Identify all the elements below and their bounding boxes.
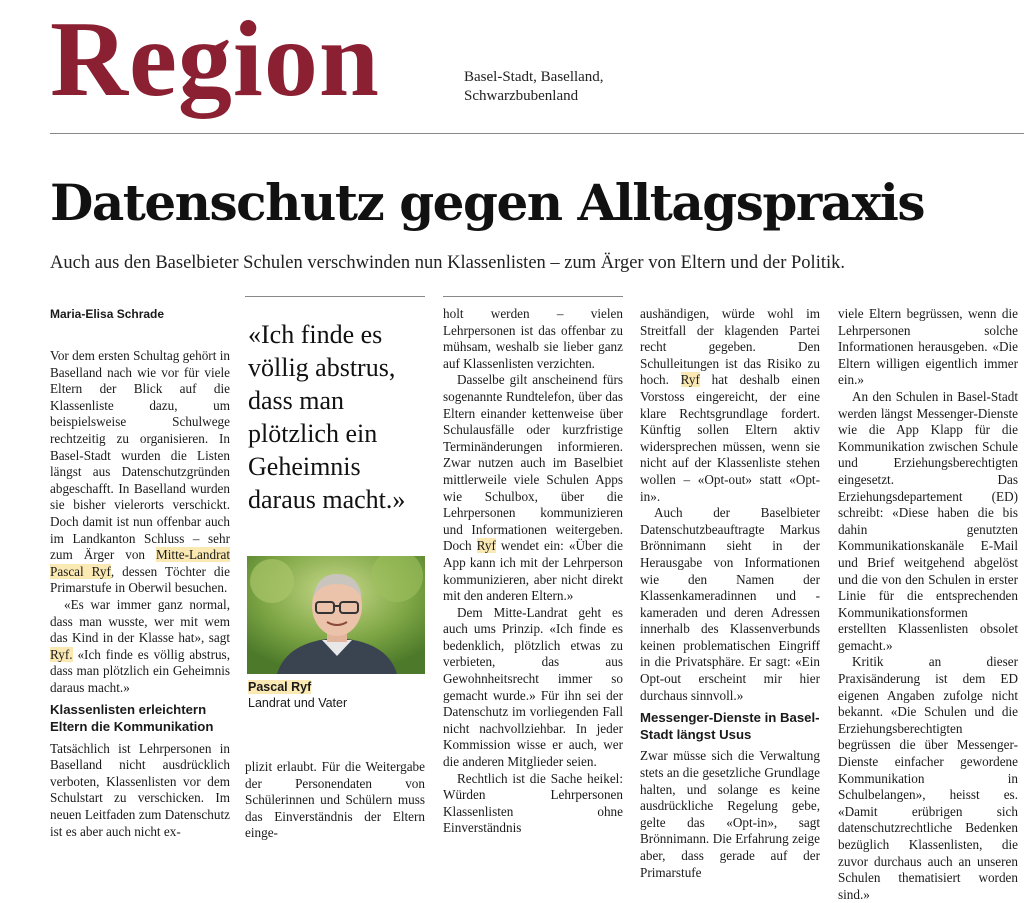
paragraph: Rechtlich ist die Sache heikel: Würden Lehrpersonen Klassenlisten ohne Einverständnis bbox=[443, 770, 623, 836]
paragraph: «Es war immer ganz normal, dass man wusste, wer mit wem das Kind in der Klasse hat», sagt Ryf. «Ich finde es völlig abstrus, dass man plötzlich ein Geheimnis daraus macht.» bbox=[50, 596, 230, 695]
paragraph: Tatsächlich ist Lehrpersonen in Baselland nicht ausdrücklich verboten, Klassenlisten vor dem Schulstart zu verschicken. Im neuen Leitfaden zum Datenschutz ist es aber auch nicht ex- bbox=[50, 740, 230, 839]
paragraph: Kritik an dieser Praxisänderung ist dem ED eigenen Angaben zufolge nicht bekannt. «Die Schulen und die Erziehungsberechtigten begrüssen die über Messenger-Dienste einfacher gewordene Kommunikation in Schulbelangen», heisst es. «Damit erübrigen sich datenschutzrechtliche Bedenken bezüglich Klassenlisten, die zuvor durchaus auch an unseren Schulen thematisiert worden sind.» bbox=[838, 654, 1018, 902]
paragraph: Auch der Baselbieter Datenschutzbeauftragte Markus Brönnimann sieht in der Herausgabe von Informationen wie den Namen der Klassenkameradinnen und -kameraden und deren Adressen innerhalb des Klassenverbunds keinen problematischen Eingriff in die Privatsphäre. Er sagt: «Ein Opt-out erscheint mir hier durchaus sinnvoll.» bbox=[640, 505, 820, 703]
article-column-4 bbox=[640, 306, 820, 881]
portrait-illustration bbox=[247, 556, 425, 674]
highlight: Mitte-Landrat Pascal Ryf bbox=[50, 547, 230, 579]
section-title: Region bbox=[50, 0, 380, 119]
photo-caption-name: Pascal Ryf bbox=[248, 680, 312, 694]
article-column-2 bbox=[245, 759, 425, 842]
highlight: Ryf. bbox=[50, 646, 73, 662]
article-column-3 bbox=[443, 306, 623, 837]
column-rule bbox=[245, 296, 425, 297]
paragraph: plizit erlaubt. Für die Weitergabe der Personendaten von Schülerinnen und Schülern muss das Einverständnis der Eltern einge- bbox=[245, 759, 425, 841]
article-column-1 bbox=[50, 306, 230, 840]
highlight: Ryf bbox=[476, 538, 496, 554]
article-headline: Datenschutz gegen Alltagspraxis bbox=[50, 173, 925, 232]
paragraph: Dasselbe gilt anscheinend fürs sogenannte Rundtelefon, über das Eltern einander kettenweise über Schulausfälle oder kurzfristige Terminänderungen informieren. Zwar nutzen auch im Baselbiet mittlerweile viele Schulen Apps wie Schulbox, über die Lehrpersonen kommunizieren und Informationen weitergeben. Doch Ryf wendet ein: «Über die App kann ich mit der Lehrperson kommunizieren, aber nicht direkt mit den anderen Eltern.» bbox=[443, 372, 623, 604]
photo-caption-role: Landrat und Vater bbox=[248, 696, 348, 710]
paragraph: Vor dem ersten Schultag gehört in Baselland nach wie vor für viele Eltern der Blick auf die Klassenliste dazu, um beispielsweise Schulwege rechtzeitig zu organisieren. In Basel-Stadt wurden die Listen längst aus Datenschutzgründen abgeschafft. In Baselland wurden sie bisher vielerorts verschickt. Doch damit ist nun offenbar auch im Landkanton Schluss – sehr zum Ärger von Mitte-Landrat Pascal Ryf, dessen Töchter die Primarstufe in Oberwil besuchen. bbox=[50, 348, 230, 596]
subheading: Messenger-Dienste in Basel-Stadt längst Usus bbox=[640, 710, 820, 742]
article-column-5 bbox=[838, 306, 1018, 903]
paragraph: Zwar müsse sich die Verwaltung stets an die gesetzliche Grundlage halten, und solange es keine ausdrückliche Regelung gebe, gelte das «Opt-in», sagt Brönnimann. Die Erfahrung zeige aber, dass gerade auf der Primarstufe bbox=[640, 748, 820, 880]
section-subtitle-line1: Basel-Stadt, Baselland, bbox=[464, 69, 604, 85]
subheading: Klassenlisten erleichtern Eltern die Kommunikation bbox=[50, 702, 214, 735]
section-subtitle bbox=[464, 68, 604, 106]
paragraph: aushändigen, würde wohl im Streitfall der klagenden Partei recht gegeben. Den Schulleitungen ist das Risiko zu hoch. Ryf hat deshalb einen Vorstoss eingereicht, der eine klare Rechtsgrundlage fordert. Künftig sollen Eltern aktiv widersprechen müssen, wenn sie nicht auf der Klassenliste stehen wollen – «Opt-out» statt «Opt-in». bbox=[640, 306, 821, 504]
section-subtitle-line2: Schwarzbubenland bbox=[464, 88, 579, 104]
author-byline: Maria-Elisa Schrade bbox=[50, 307, 165, 321]
paragraph: An den Schulen in Basel-Stadt werden längst Messenger-Dienste wie die App Klapp für die Kommunikation zwischen Schule und Erziehungsberechtigten eingesetzt. Das Erziehungsdepartement (ED) schreibt: «Diese haben die bis dahin genutzten Kommunikationskanäle E-Mail und Brief weitgehend abgelöst und die von den Schulen in erster Linie für die entsprechenden Kommunikationsformen erstellten Klassenlisten obsolet gemacht.» bbox=[838, 388, 1018, 653]
paragraph: viele Eltern begrüssen, wenn die Lehrpersonen solche Informationen herausgeben. «Die Eltern willigen eigentlich immer ein.» bbox=[838, 306, 1018, 388]
highlight: Ryf bbox=[680, 372, 700, 388]
column-rule bbox=[443, 296, 623, 297]
paragraph: holt werden – vielen Lehrpersonen ist das offenbar zu mühsam, weshalb sie lieber ganz auf Klassenlisten verzichten. bbox=[443, 306, 623, 371]
pull-quote: «Ich finde es völlig abstrus, dass man plötzlich ein Geheimnis daraus macht.» bbox=[248, 320, 406, 514]
section-divider bbox=[50, 133, 1024, 134]
article-deck: Auch aus den Baselbieter Schulen verschwinden nun Klassenlisten – zum Ärger von Eltern und der Politik. bbox=[50, 253, 845, 273]
paragraph: Dem Mitte-Landrat geht es auch ums Prinzip. «Ich finde es bedenklich, plötzlich etwas zu verbieten, das aus Gewohnheitsrecht immer so gemacht wurde.» Für ihn sei der Datenschutz im vorliegenden Fall nicht nachvollziehbar. In jeder Kommission wisse er auch, wer die anderen Mitglieder seien. bbox=[443, 604, 623, 770]
portrait-photo bbox=[247, 556, 425, 674]
